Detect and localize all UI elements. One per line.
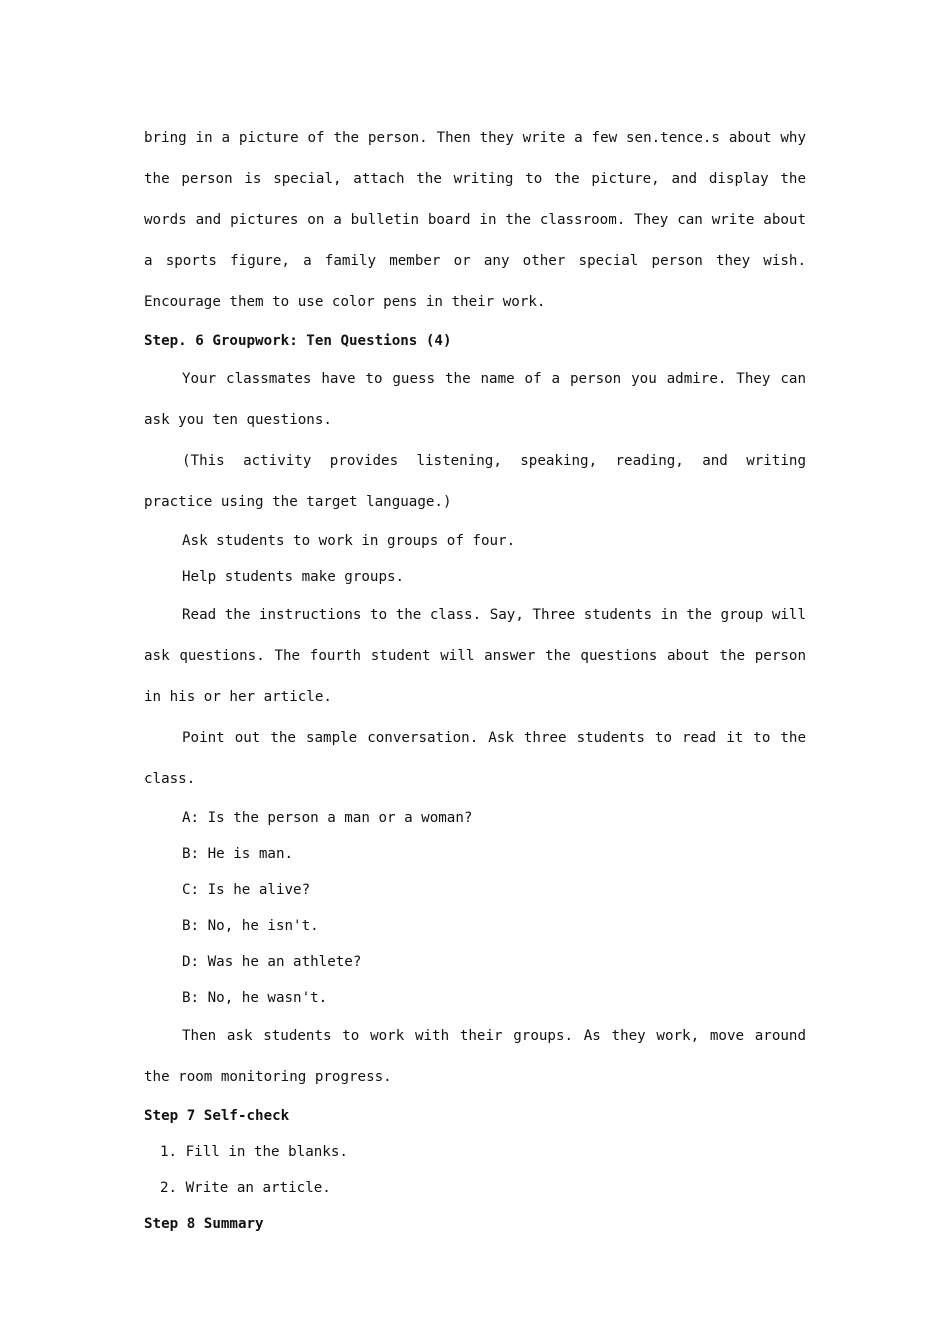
step8-heading: Step 8 Summary bbox=[144, 1216, 264, 1232]
step6-paragraph-5: Then ask students to work with their groups. As they work, move around the room monitoring progress. bbox=[144, 1028, 806, 1085]
intro-paragraph: bring in a picture of the person. Then they write a few sen.tence.s about why the person is special, attach the writing to the picture, and display the words and pictures on a bulletin board in the classroom. They can write about a sports figure, a family member or any other special person they wish. Encourage them to use color pens in their work. bbox=[144, 130, 806, 310]
step6-paragraph-3: Read the instructions to the class. Say, Three students in the group will ask questions. The fourth student will answer the questions about the person in his or her article. bbox=[144, 607, 806, 705]
dialogue-line: A: Is the person a man or a woman? bbox=[182, 810, 473, 826]
list-item: 2. Write an article. bbox=[160, 1180, 331, 1196]
step6-paragraph-2: (This activity provides listening, speaking, reading, and writing practice using the target language.) bbox=[144, 453, 806, 510]
dialogue-line: C: Is he alive? bbox=[182, 882, 311, 898]
step6-paragraph-4: Point out the sample conversation. Ask three students to read it to the class. bbox=[144, 730, 806, 787]
dialogue-line: B: No, he wasn't. bbox=[182, 990, 328, 1006]
step6-heading: Step. 6 Groupwork: Ten Questions (4) bbox=[144, 333, 452, 349]
self-check-list bbox=[144, 1134, 806, 1206]
step7-heading: Step 7 Self-check bbox=[144, 1108, 290, 1124]
step6-paragraph-1: Your classmates have to guess the name of a person you admire. They can ask you ten questions. bbox=[144, 371, 806, 428]
list-item: 1. Fill in the blanks. bbox=[160, 1144, 348, 1160]
document-page bbox=[144, 118, 806, 1242]
step6-line-1: Ask students to work in groups of four. bbox=[182, 533, 516, 549]
dialogue-line: D: Was he an athlete? bbox=[182, 954, 362, 970]
dialogue-line: B: No, he isn't. bbox=[182, 918, 319, 934]
step6-line-2: Help students make groups. bbox=[182, 569, 405, 585]
dialogue-line: B: He is man. bbox=[182, 846, 294, 862]
sample-dialogue bbox=[144, 800, 806, 1016]
